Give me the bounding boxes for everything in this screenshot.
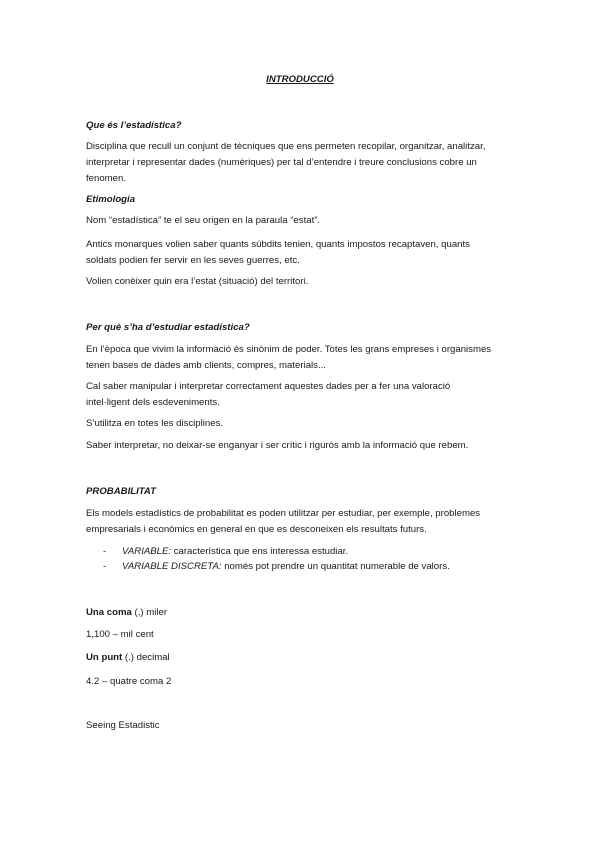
paragraph-line: Saber interpretar, no deixar-se enganyar i ser crític i rigurós amb la informació que rebem. (86, 440, 469, 451)
paragraph-line: En l’època que vivim la informació és sinònim de poder. Totes les grans empreses i organismes (86, 344, 492, 355)
punt-example: 4.2 – quatre coma 2 (86, 676, 172, 687)
paragraph-line: tenen bases de dades amb clients, compres, materials... (86, 360, 326, 371)
list-item-text: característica que ens interessa estudiar. (171, 546, 349, 557)
punt-label: Un punt (86, 652, 123, 663)
paragraph-line: empresarials i econòmics en general en que es desconeixen els resultats futurs. (86, 524, 427, 535)
section-heading-probabilitat: PROBABILITAT (86, 486, 156, 497)
coma-rest: (,) miler (131, 607, 168, 618)
subheading-etimologia: Etimologia (86, 194, 136, 205)
paragraph-line: Cal saber manipular i interpretar correctament aquestes dades per a fer una valoració (86, 381, 451, 392)
paragraph-line: interpretar i representar dades (numèriques) per tal d’entendre i treure conclusions cobre un (86, 157, 477, 168)
list-item-term: VARIABLE DISCRETA: (122, 561, 222, 572)
section-heading-que-es: Que és l’estadística? (86, 120, 182, 131)
paragraph-line: Nom “estadística” te el seu origen en la paraula “estat”. (86, 215, 321, 226)
footer-note: Seeing Estadistic (86, 720, 160, 731)
list-item-text: només pot prendre un quantitat numerable de valors. (221, 561, 450, 572)
page-title: INTRODUCCIÓ (266, 74, 334, 85)
paragraph-line: Volien conèixer quin era l’estat (situació) del territori. (86, 276, 309, 287)
coma-example: 1,100 – mil cent (86, 629, 154, 640)
coma-line (86, 605, 167, 621)
list-item-term: VARIABLE: (122, 546, 172, 557)
list-bullet: - (103, 561, 107, 572)
paragraph-line: fenomen. (86, 173, 127, 184)
coma-label: Una coma (86, 607, 132, 618)
paragraph-line: Antics monarques volien saber quants súbdits tenien, quants impostos recaptaven, quants (86, 239, 470, 250)
paragraph-line: soldats podien fer servir en les seves guerres, etc. (86, 255, 300, 266)
punt-line (86, 650, 170, 666)
section-heading-per-que: Per què s’ha d’estudiar estadística? (86, 322, 250, 333)
list-item (122, 559, 450, 575)
paragraph-line: Els models estadístics de probabilitat es poden utilitzar per estudiar, per exemple, problemes (86, 508, 481, 519)
paragraph-line: S’utilitza en totes les disciplines. (86, 418, 224, 429)
punt-rest: (.) decimal (122, 652, 170, 663)
list-bullet: - (103, 546, 107, 557)
list-item (122, 544, 348, 560)
paragraph-line: Disciplina que recull un conjunt de tècniques que ens permeten recopilar, organitzar, analitzar, (86, 141, 486, 152)
paragraph-line: intel·ligent dels esdeveniments. (86, 397, 220, 408)
